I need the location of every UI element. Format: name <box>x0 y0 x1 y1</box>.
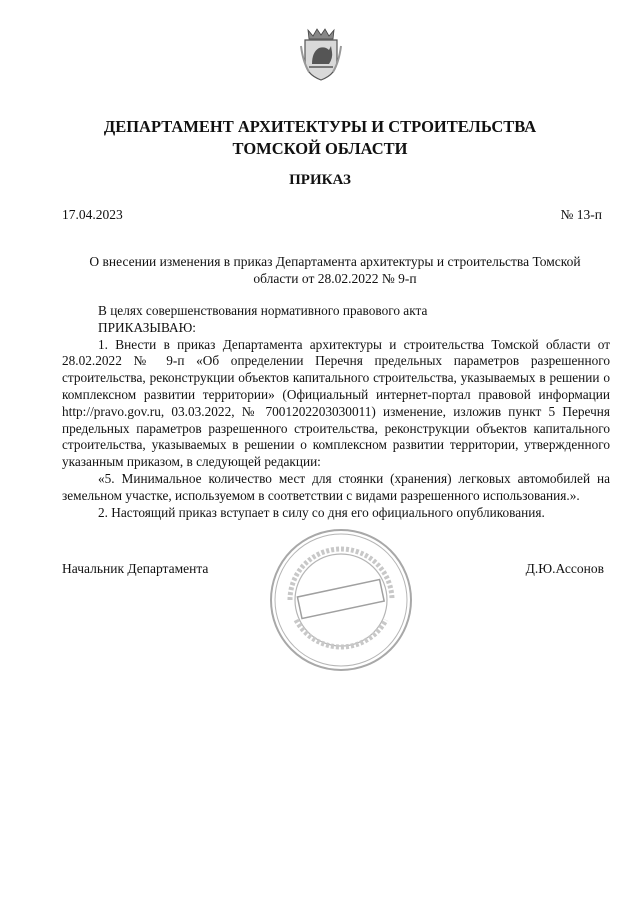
document-subject <box>70 253 600 287</box>
order-word: ПРИКАЗЫВАЮ: <box>98 319 196 335</box>
department-title-line-1: ДЕПАРТАМЕНТ АРХИТЕКТУРЫ И СТРОИТЕЛЬСТВА <box>103 117 537 136</box>
document-type: ПРИКАЗ <box>289 172 351 188</box>
department-title-line-2: ТОМСКОЙ ОБЛАСТИ <box>232 139 408 158</box>
document-number: № 13-п <box>560 207 602 222</box>
quoted-amendment: «5. Минимальное количество мест для стоянки (хранения) легковых автомобилей на земельном участке, используемом в соответствии с видами разрешенного использования.». <box>62 470 610 503</box>
order-item-1: 1. Внести в приказ Департамента архитектуры и строительства Томской области от 28.02.2022 № 9-п «Об определении Перечня предельных параметров разрешенного строительства, реконструкции объектов капитального строительства, указываемых в решении о комплексном развитии территории» (Официальный интернет-портал правовой информации http://pravo.gov.ru, 03.03.2022, № 7001202203030011) изменение, изложив пункт 5 Перечня предельных параметров разрешенного строительства, реконструкции объектов капитального строительства, указываемых в решении о комплексном развитии территории, утвержденного указанным приказом, в следующей редакции: <box>62 336 610 470</box>
order-item-2: 2. Настоящий приказ вступает в силу со дня его официального опубликования. <box>98 504 545 520</box>
preamble: В целях совершенствования нормативного правового акта <box>98 303 428 318</box>
office-stamp-icon <box>266 525 416 675</box>
subject-line-2: области от 28.02.2022 № 9-п <box>253 271 417 286</box>
document-body <box>62 303 610 521</box>
signatory-position: Начальник Департамента <box>62 561 209 576</box>
subject-line-1: О внесении изменения в приказ Департамента архитектуры и строительства Томской <box>89 254 581 269</box>
signatory-name: Д.Ю.Ассонов <box>525 561 604 576</box>
department-title <box>0 116 640 160</box>
document-date: 17.04.2023 <box>62 207 123 222</box>
coat-of-arms-icon <box>299 26 343 82</box>
